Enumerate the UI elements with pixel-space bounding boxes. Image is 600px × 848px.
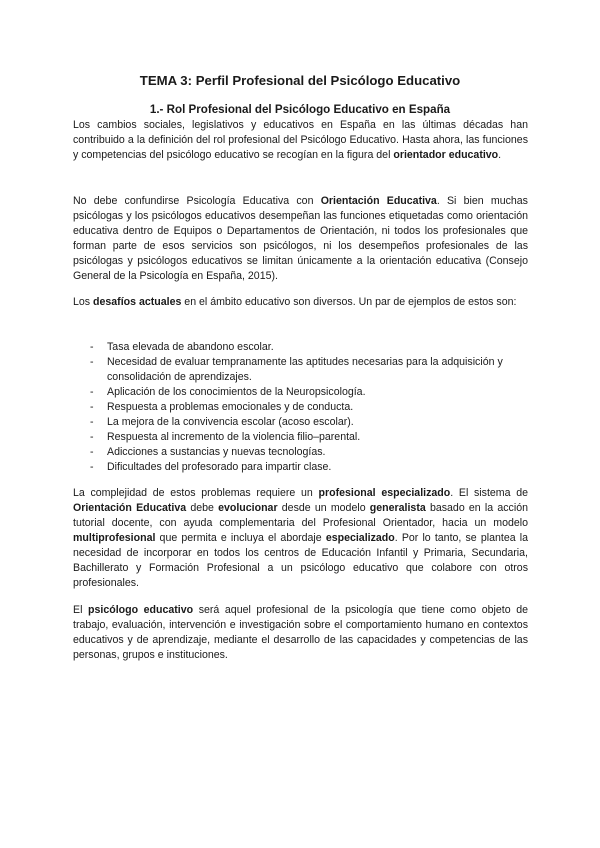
paragraph-desafios [73, 295, 528, 310]
section-heading: 1.- Rol Profesional del Psicólogo Educativo en España [149, 103, 451, 116]
list-item [73, 400, 528, 415]
text-segment: será aquel profesional de la psicología que tiene como objeto de trabajo, evaluación, intervención e investigación sobre el comportamiento humano en contextos educativos y de aprendizaje, mediante el desarrollo de las capacidades y competencias de las personas, grupos e instituciones. [73, 604, 528, 661]
list-item-text: Adicciones a sustancias y nuevas tecnologías. [107, 446, 326, 458]
list-dash: - [90, 416, 94, 428]
list-item [73, 385, 528, 400]
bold-term: Orientación Educativa [320, 195, 437, 207]
list-item-text: Dificultades del profesorado para impartir clase. [107, 461, 332, 473]
list-item [73, 340, 528, 355]
text-segment: debe [186, 502, 219, 514]
bold-term: Orientación Educativa [73, 502, 187, 514]
bold-term: orientador educativo [393, 149, 499, 161]
list-dash: - [90, 431, 94, 443]
text-segment: . [498, 149, 502, 161]
challenges-list [73, 340, 528, 475]
text-segment: No debe confundirse Psicología Educativa con [73, 195, 321, 207]
text-segment: que permita e incluya el abordaje [155, 532, 326, 544]
paragraph-complejidad [73, 486, 528, 591]
list-item-text: Respuesta a problemas emocionales y de conducta. [107, 401, 354, 413]
text-segment: El [73, 604, 89, 616]
text-segment: . El sistema de [450, 487, 528, 499]
list-item [73, 430, 528, 445]
list-item-text: Tasa elevada de abandono escolar. [107, 341, 274, 353]
list-item-text: Aplicación de los conocimientos de la Neuropsicología. [107, 386, 366, 398]
list-item [73, 415, 528, 430]
text-segment: . Si bien muchas psicólogas y los psicólogos educativos desempeñan las funciones etiquetadas como orientación educativa dentro de Equipos o Departamentos de Orientación, ni todos los profesionales que forman parte de esos servicios son psicólogos, ni los desempeños profesionales de las psicólogas y psicólogos educativos se limitan únicamente a la orientación educativa (Consejo General de la Psicología en España, 2015). [73, 195, 528, 282]
list-item [73, 460, 528, 475]
bold-term: psicólogo educativo [88, 604, 194, 616]
list-dash: - [90, 401, 94, 413]
text-segment: . Por lo tanto, se plantea la necesidad de incorporar en todos los centros de Educación Infantil y Primaria, Secundaria, Bachillerato y Formación Profesional a un psicólogo educativo que colabore con otros profesionales. [73, 532, 529, 589]
bold-term: profesional especializado [318, 487, 451, 499]
text-segment: basado en la acción tutorial docente, con ayuda complementaria del Profesional Orientador, hacia un modelo [73, 502, 528, 529]
text-segment: La complejidad de estos problemas requiere un [73, 487, 319, 499]
list-item-text: Respuesta al incremento de la violencia filio–parental. [107, 431, 361, 443]
list-item-text: La mejora de la convivencia escolar (acoso escolar). [107, 416, 354, 428]
text-segment: desde un modelo [277, 502, 370, 514]
list-item [73, 355, 528, 385]
text-segment: Los [73, 296, 94, 308]
list-dash: - [90, 341, 94, 353]
list-item-text: Necesidad de evaluar tempranamente las aptitudes necesarias para la adquisición y consolidación de aprendizajes. [107, 356, 503, 383]
bold-term: generalista [369, 502, 426, 514]
list-dash: - [90, 386, 94, 398]
bold-term: desafíos actuales [93, 296, 182, 308]
text-segment: en el ámbito educativo son diversos. Un par de ejemplos de estos son: [181, 296, 517, 308]
bold-term: evolucionar [218, 502, 278, 514]
paragraph-intro [73, 118, 528, 163]
list-dash: - [90, 356, 94, 368]
paragraph-definicion [73, 603, 528, 663]
list-dash: - [90, 461, 94, 473]
paragraph-orientacion [73, 194, 528, 284]
bold-term: multiprofesional [73, 532, 156, 544]
list-dash: - [90, 446, 94, 458]
text-segment: Los cambios sociales, legislativos y educativos en España en las últimas décadas han contribuido a la definición del rol profesional del Psicólogo Educativo. Hasta ahora, las funciones y competencias del psicólogo educativo se recogían en la figura del [73, 119, 528, 161]
page-title: TEMA 3: Perfil Profesional del Psicólogo Educativo [139, 73, 461, 88]
bold-term: especializado [325, 532, 395, 544]
list-item [73, 445, 528, 460]
